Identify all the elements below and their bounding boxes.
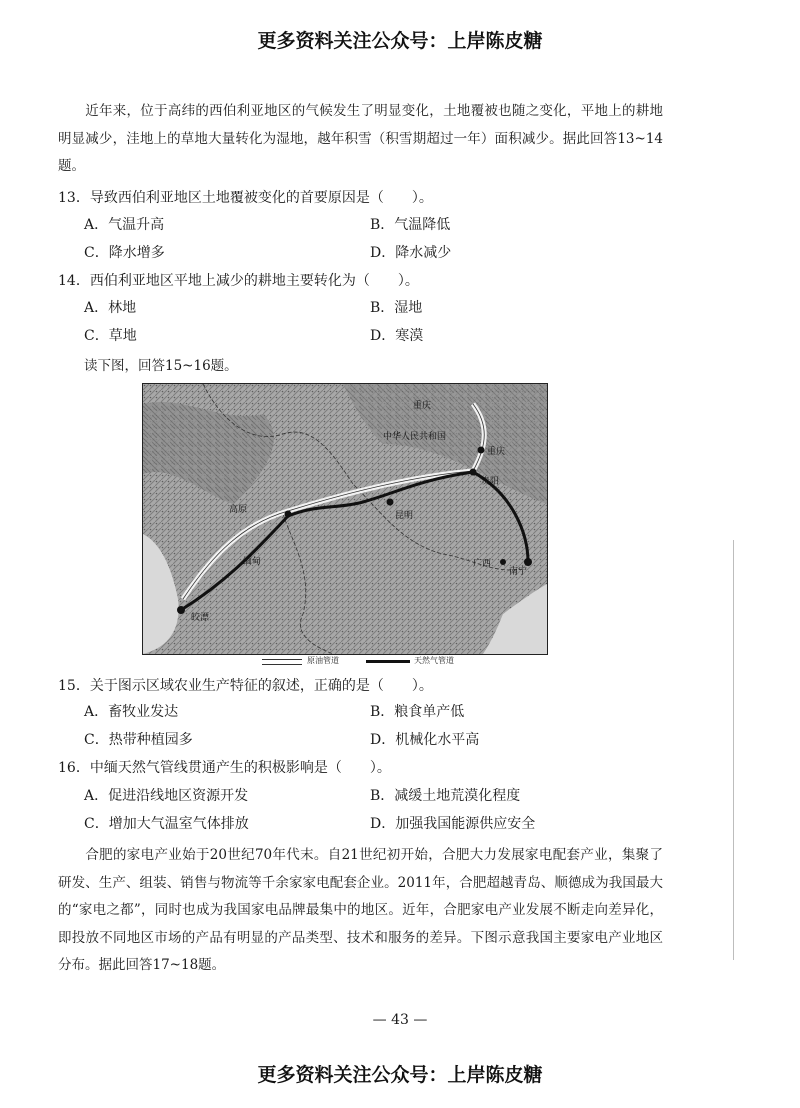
q16-option-c: C．增加大气温室气体排放 <box>84 816 249 832</box>
page-number: — 43 — <box>372 1012 428 1028</box>
map-legend <box>262 654 482 668</box>
passage-hefei <box>58 842 663 980</box>
q15-option-d: D．机械化水平高 <box>370 732 480 748</box>
q14-option-b: B．湿地 <box>370 300 423 316</box>
label-myanmar: 缅甸 <box>243 557 262 567</box>
passage-siberia-text: 近年来，位于高纬的西伯利亚地区的气候发生了明显变化，土地覆被也随之变化，平地上的耕地明显减少，洼地上的草地大量转化为湿地，越年积雪（积雪期超过一年）面积减少。据此回答13~14题。 <box>58 103 663 174</box>
city-nanning <box>524 558 532 566</box>
label-nanning: 南宁 <box>509 567 528 577</box>
question-15: 15．关于图示区域农业生产特征的叙述，正确的是（ ）。 <box>58 678 433 694</box>
label-guiyang: 贵阳 <box>481 477 500 487</box>
legend-oil-label: 原油管道 <box>307 656 339 665</box>
q13-option-d: D．降水减少 <box>370 245 452 261</box>
q16-option-b: B．减缓土地荒漠化程度 <box>370 788 521 804</box>
label-chongqing: 重庆 <box>487 447 506 457</box>
label-top-node: 重庆 <box>413 401 432 411</box>
legend-gas-symbol <box>366 660 410 663</box>
q13-option-a: A．气温升高 <box>84 217 165 233</box>
label-china: 中华人民共和国 <box>383 432 447 442</box>
city-guangxi-node <box>500 559 506 565</box>
question-13: 13．导致西伯利亚地区土地覆被变化的首要原因是（ ）。 <box>58 190 433 206</box>
q14-option-c: C．草地 <box>84 328 137 344</box>
label-guangxi: 广西 <box>473 559 492 569</box>
pipeline-map <box>142 383 548 655</box>
label-kyaukphyu: 皎漂 <box>191 613 210 623</box>
legend-oil-symbol <box>262 659 302 665</box>
map-intro: 读下图，回答15~16题。 <box>84 358 238 374</box>
q13-option-c: C．降水增多 <box>84 245 165 261</box>
city-kyaukphyu <box>177 606 185 614</box>
passage-hefei-text: 合肥的家电产业始于20世纪70年代末。自21世纪初开始，合肥大力发展家电配套产业，集聚了研发、生产、组装、销售与物流等千余家家电配套企业。2011年，合肥超越青岛、顺德成为我国最大的“家电之都”，同时也成为我国家电品牌最集中的地区。近年，合肥家电产业发展不断走向差异化，即投放不同地区市场的产品有明显的产品类型、技术和服务的差异。下图示意我国主要家电产业地区分布。据此回答17~18题。 <box>58 847 663 973</box>
scan-artifact-line <box>733 540 734 960</box>
q16-option-d: D．加强我国能源供应安全 <box>370 816 536 832</box>
pipeline-map-svg <box>143 384 547 654</box>
q16-option-a: A．促进沿线地区资源开发 <box>84 788 249 804</box>
q14-option-a: A．林地 <box>84 300 137 316</box>
q15-option-a: A．畜牧业发达 <box>84 704 179 720</box>
q13-option-b: B．气温降低 <box>370 217 451 233</box>
city-chongqing <box>478 447 485 454</box>
passage-siberia <box>58 98 663 181</box>
q14-option-d: D．寒漠 <box>370 328 424 344</box>
footer-banner: 更多资料关注公众号：上岸陈皮糖 <box>257 1064 543 1086</box>
label-plateau: 高原 <box>229 505 248 515</box>
label-kunming: 昆明 <box>395 511 414 521</box>
question-14: 14．西伯利亚地区平地上减少的耕地主要转化为（ ）。 <box>58 273 419 289</box>
q15-option-b: B．粮食单产低 <box>370 704 465 720</box>
question-16: 16．中缅天然气管线贯通产生的积极影响是（ ）。 <box>58 760 391 776</box>
header-banner: 更多资料关注公众号：上岸陈皮糖 <box>257 30 543 52</box>
legend-gas-label: 天然气管道 <box>414 656 454 665</box>
city-ruili <box>285 511 292 518</box>
city-guiyang <box>470 469 477 476</box>
city-kunming <box>387 499 394 506</box>
q15-option-c: C．热带种植园多 <box>84 732 193 748</box>
